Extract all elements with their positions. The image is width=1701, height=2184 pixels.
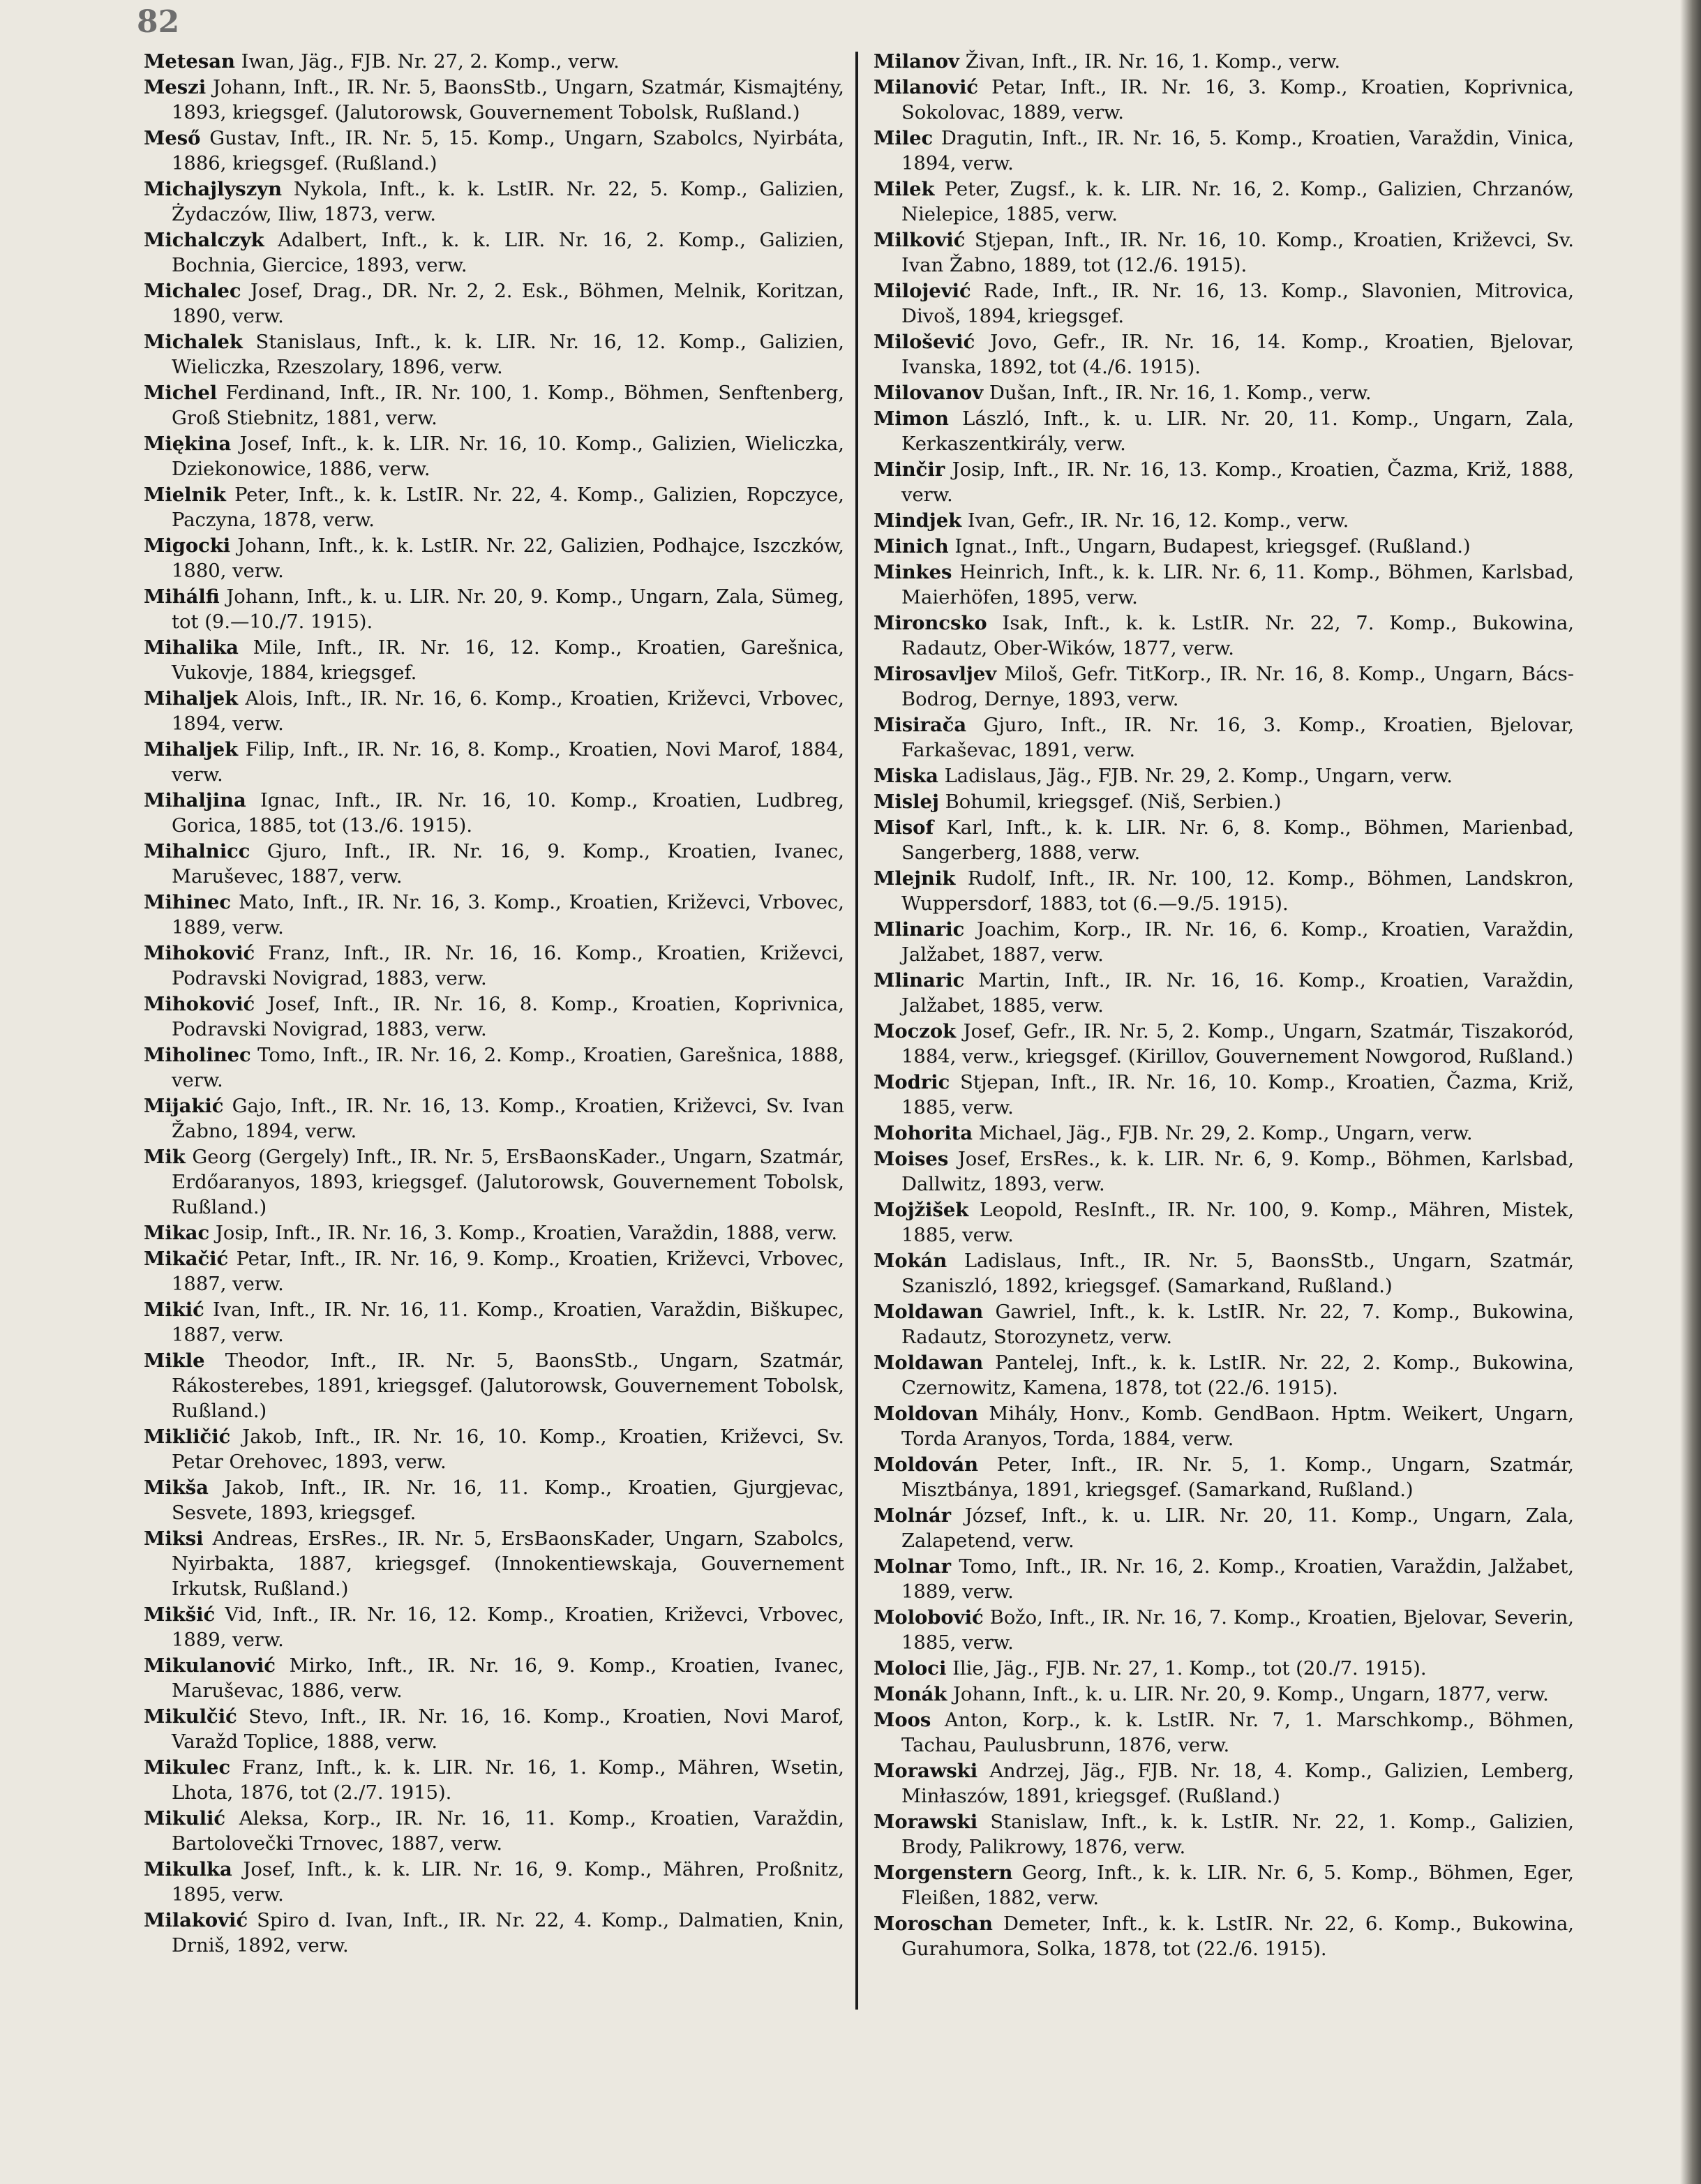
entry-details: Josef, Gefr., IR. Nr. 5, 2. Komp., Ungarn, Szatmár, Tiszakoród, 1884, verw., kriegsgef. (Kirillov, Gouvernement Nowgorod, Rußland.) [901, 1021, 1574, 1068]
entry-surname: Mikulanović [144, 1654, 276, 1677]
entry-surname: Mislej [874, 791, 939, 813]
entry-details: Johann, Inft., k. k. LstIR. Nr. 22, Galizien, Podhajce, Iszczków, 1880, verw. [172, 535, 844, 582]
entry-surname: Mikac [144, 1222, 210, 1244]
entry-surname: Milec [874, 127, 934, 149]
entry-details: Adalbert, Inft., k. k. LIR. Nr. 16, 2. Komp., Galizien, Bochnia, Giercice, 1893, verw. [172, 230, 844, 276]
entry-surname: Moloci [874, 1657, 947, 1680]
entry-details: Mato, Inft., IR. Nr. 16, 3. Komp., Kroatien, Križevci, Vrbovec, 1889, verw. [172, 892, 844, 938]
casualty-entry [874, 406, 1574, 457]
entry-surname: Mohorita [874, 1122, 973, 1144]
casualty-entry [144, 1704, 844, 1755]
entry-details: Stanislaw, Inft., k. k. LstIR. Nr. 22, 1. Komp., Galizien, Brody, Palikrowy, 1876, verw. [901, 1811, 1574, 1858]
casualty-entry [874, 1019, 1574, 1070]
entry-details: Mirko, Inft., IR. Nr. 16, 9. Komp., Kroatien, Ivanec, Maruševac, 1886, verw. [172, 1655, 844, 1702]
entry-details: Joachim, Korp., IR. Nr. 16, 6. Komp., Kroatien, Varaždin, Jalžabet, 1887, verw. [901, 919, 1574, 966]
entry-surname: Meszi [144, 76, 207, 98]
casualty-entry [144, 1042, 844, 1093]
entry-surname: Mihalika [144, 636, 239, 659]
entry-details: Peter, Inft., IR. Nr. 5, 1. Komp., Ungarn, Szatmár, Misztbánya, 1891, kriegsgef. (Samarkand, Rußland.) [901, 1454, 1574, 1501]
entry-surname: Molobović [874, 1606, 984, 1629]
entry-details: Ivan, Inft., IR. Nr. 16, 11. Komp., Kroatien, Varaždin, Biškupec, 1887, verw. [172, 1299, 844, 1346]
entry-details: Josip, Inft., IR. Nr. 16, 13. Komp., Kroatien, Čazma, Križ, 1888, verw. [901, 459, 1574, 506]
entry-details: Živan, Inft., IR. Nr. 16, 1. Komp., verw. [965, 51, 1341, 73]
entry-surname: Mikšić [144, 1603, 216, 1626]
casualty-entry [144, 177, 844, 227]
casualty-entry [874, 534, 1574, 560]
entry-surname: Mihaljek [144, 687, 239, 710]
casualty-entry [144, 1653, 844, 1704]
entry-surname: Moldovan [874, 1403, 978, 1425]
entry-surname: Milanović [874, 76, 979, 98]
entry-details: Bohumil, kriegsgef. (Niš, Serbien.) [945, 791, 1282, 813]
entry-details: József, Inft., k. u. LIR. Nr. 20, 11. Komp., Ungarn, Zala, Zalapetend, verw. [901, 1505, 1574, 1552]
entry-details: Aleksa, Korp., IR. Nr. 16, 11. Komp., Kroatien, Varaždin, Bartolovečki Trnovec, 1887, verw. [172, 1808, 844, 1855]
entry-details: Ilie, Jäg., FJB. Nr. 27, 1. Komp., tot (20./7. 1915). [952, 1658, 1427, 1680]
casualty-entry [144, 329, 844, 380]
entry-details: Ignat., Inft., Ungarn, Budapest, kriegsgef. (Rußland.) [954, 536, 1471, 558]
casualty-entry [874, 126, 1574, 177]
entry-surname: Michalek [144, 331, 243, 353]
entry-surname: Mimon [874, 407, 949, 430]
casualty-entry [144, 788, 844, 839]
entry-surname: Miksi [144, 1527, 204, 1550]
entry-surname: Mijakić [144, 1095, 224, 1117]
casualty-entry [874, 457, 1574, 508]
casualty-entry [874, 1656, 1574, 1682]
entry-surname: Miska [874, 765, 938, 787]
entry-surname: Milković [874, 229, 966, 251]
entry-details: Peter, Inft., k. k. LstIR. Nr. 22, 4. Komp., Galizien, Ropczyce, Paczyna, 1878, verw. [172, 484, 844, 531]
entry-details: Johann, Inft., k. u. LIR. Nr. 20, 9. Komp., Ungarn, 1877, verw. [952, 1684, 1549, 1705]
casualty-entry [874, 1146, 1574, 1197]
right-column [874, 49, 1574, 1962]
casualty-entry [874, 1758, 1574, 1809]
entry-surname: Morawski [874, 1760, 978, 1782]
page-number: 82 [137, 4, 180, 40]
casualty-entry [144, 126, 844, 177]
casualty-entry [874, 380, 1574, 406]
entry-surname: Mihálfi [144, 585, 220, 608]
entry-surname: Mihalnicc [144, 840, 250, 862]
entry-surname: Michel [144, 382, 218, 404]
casualty-entry [874, 177, 1574, 227]
entry-details: Ladislaus, Inft., IR. Nr. 5, BaonsStb., Ungarn, Szatmár, Szaniszló, 1892, kriegsgef. (Samarkand, Rußland.) [901, 1250, 1574, 1297]
entry-surname: Mindjek [874, 509, 962, 532]
casualty-entry [874, 1197, 1574, 1248]
casualty-entry [874, 1121, 1574, 1146]
entry-surname: Moroschan [874, 1913, 993, 1935]
entry-surname: Mironcsko [874, 612, 987, 634]
entry-details: Josef, Inft., k. k. LIR. Nr. 16, 9. Komp., Mähren, Proßnitz, 1895, verw. [172, 1859, 845, 1906]
entry-surname: Mlejnik [874, 867, 956, 890]
casualty-entry [874, 866, 1574, 917]
entry-details: Karl, Inft., k. k. LIR. Nr. 6, 8. Komp., Böhmen, Marienbad, Sangerberg, 1888, verw. [901, 817, 1574, 864]
entry-surname: Michalec [144, 280, 241, 302]
entry-surname: Morawski [874, 1811, 978, 1833]
casualty-entry [874, 1911, 1574, 1962]
casualty-entry [144, 533, 844, 584]
casualty-entry [874, 1503, 1574, 1554]
entry-surname: Monák [874, 1683, 947, 1705]
entry-details: Gjuro, Inft., IR. Nr. 16, 9. Komp., Kroatien, Ivanec, Maruševec, 1887, verw. [172, 841, 845, 888]
entry-surname: Michajlyszyn [144, 178, 283, 200]
casualty-entry [874, 763, 1574, 789]
entry-details: Tomo, Inft., IR. Nr. 16, 2. Komp., Kroatien, Varaždin, Jalžabet, 1889, verw. [901, 1556, 1574, 1603]
casualty-entry [144, 737, 844, 788]
entry-details: Franz, Inft., IR. Nr. 16, 16. Komp., Kroatien, Križevci, Podravski Novigrad, 1883, verw. [172, 943, 844, 989]
casualty-entry [874, 1401, 1574, 1452]
entry-surname: Molnár [874, 1504, 952, 1527]
entry-details: Andrzej, Jäg., FJB. Nr. 18, 4. Komp., Galizien, Lemberg, Minłaszów, 1891, kriegsgef. (Rußland.) [901, 1760, 1574, 1807]
entry-details: Martin, Inft., IR. Nr. 16, 16. Komp., Kroatien, Varaždin, Jalžabet, 1885, verw. [901, 970, 1574, 1017]
entry-details: Josef, Inft., IR. Nr. 16, 8. Komp., Kroatien, Koprivnica, Podravski Novigrad, 1883, verw. [172, 994, 844, 1040]
casualty-entry [874, 611, 1574, 661]
entry-surname: Moos [874, 1709, 931, 1731]
casualty-entry [874, 1605, 1574, 1656]
entry-surname: Milaković [144, 1909, 248, 1931]
entry-surname: Milanov [874, 50, 959, 73]
casualty-entry [874, 1299, 1574, 1350]
entry-surname: Mikša [144, 1476, 209, 1499]
entry-details: Mile, Inft., IR. Nr. 16, 12. Komp., Kroatien, Garešnica, Vukovje, 1884, kriegsgef. [172, 637, 844, 684]
casualty-entry [874, 815, 1574, 866]
casualty-entry [144, 1348, 844, 1424]
entry-details: Anton, Korp., k. k. LstIR. Nr. 7, 1. Marschkomp., Böhmen, Tachau, Paulusbrunn, 1876, verw. [901, 1710, 1574, 1756]
entry-surname: Mikulec [144, 1756, 231, 1779]
entry-surname: Miholinec [144, 1044, 251, 1066]
casualty-entry [874, 278, 1574, 329]
casualty-entry [144, 584, 844, 635]
casualty-entry [874, 329, 1574, 380]
entry-surname: Mihaljina [144, 789, 246, 811]
entry-surname: Moldován [874, 1453, 978, 1476]
entry-details: Pantelej, Inft., k. k. LstIR. Nr. 22, 2. Komp., Bukowina, Czernowitz, Kamena, 1878, tot (22./6. 1915). [901, 1352, 1574, 1399]
casualty-entry [144, 941, 844, 992]
entry-details: Rudolf, Inft., IR. Nr. 100, 12. Komp., Böhmen, Landskron, Wuppersdorf, 1883, tot (6.—9./5. 1915). [901, 868, 1574, 915]
entry-surname: Mikličić [144, 1426, 231, 1448]
casualty-entry [144, 839, 844, 890]
entry-details: Ignac, Inft., IR. Nr. 16, 10. Komp., Kroatien, Ludbreg, Gorica, 1885, tot (13./6. 1915). [172, 790, 844, 837]
entry-surname: Mihaljek [144, 738, 239, 761]
casualty-entry [874, 75, 1574, 126]
entry-surname: Moldawan [874, 1352, 984, 1374]
casualty-entry [874, 508, 1574, 534]
entry-details: Ivan, Gefr., IR. Nr. 16, 12. Komp., verw. [967, 510, 1349, 532]
entry-surname: Mihoković [144, 993, 255, 1015]
casualty-entry [144, 278, 844, 329]
casualty-entry [874, 789, 1574, 815]
entry-details: Gajo, Inft., IR. Nr. 16, 13. Komp., Kroatien, Križevci, Sv. Ivan Žabno, 1894, verw. [172, 1095, 844, 1142]
casualty-entry [144, 992, 844, 1042]
casualty-entry [874, 560, 1574, 611]
column-divider [855, 52, 858, 2010]
entry-details: Josef, Drag., DR. Nr. 2, 2. Esk., Böhmen, Melnik, Koritzan, 1890, verw. [172, 281, 844, 327]
casualty-entry [144, 1526, 844, 1602]
entry-surname: Mikić [144, 1299, 204, 1321]
casualty-entry [874, 1248, 1574, 1299]
entry-surname: Moczok [874, 1020, 957, 1042]
entry-details: Stjepan, Inft., IR. Nr. 16, 10. Komp., Kroatien, Križevci, Sv. Ivan Žabno, 1889, tot (12./6. 1915). [901, 230, 1574, 276]
entry-surname: Milojević [874, 280, 971, 302]
entry-details: Georg (Gergely) Inft., IR. Nr. 5, ErsBaonsKader., Ungarn, Szatmár, Erdőaranyos, 1893, kriegsgef. (Jalutorowsk, Gouvernement Tobolsk, Rußland.) [172, 1146, 844, 1218]
casualty-entry [144, 1755, 844, 1806]
entry-details: Mihály, Honv., Komb. GendBaon. Hptm. Weikert, Ungarn, Torda Aranyos, Torda, 1884, verw. [901, 1403, 1574, 1450]
entry-surname: Mlinaric [874, 969, 965, 992]
entry-details: Andreas, ErsRes., IR. Nr. 5, ErsBaonsKader, Ungarn, Szabolcs, Nyirbakta, 1887, kriegsgef. (Innokentiewskaja, Gouvernement Irkutsk, Rußland.) [172, 1528, 844, 1600]
entry-surname: Miękina [144, 433, 232, 455]
casualty-entry [144, 1857, 844, 1908]
entry-details: Gawriel, Inft., k. k. LstIR. Nr. 22, 7. Komp., Bukowina, Radautz, Storozynetz, verw. [901, 1301, 1574, 1348]
casualty-entry [144, 1093, 844, 1144]
entry-surname: Milovanov [874, 382, 984, 404]
entry-details: Alois, Inft., IR. Nr. 16, 6. Komp., Kroatien, Križevci, Vrbovec, 1894, verw. [172, 688, 844, 735]
casualty-entry [144, 890, 844, 941]
entry-details: Leopold, ResInft., IR. Nr. 100, 9. Komp., Mähren, Mistek, 1885, verw. [901, 1199, 1574, 1246]
casualty-entry [874, 1682, 1574, 1707]
casualty-entry [144, 1806, 844, 1857]
entry-surname: Mikulić [144, 1807, 226, 1830]
casualty-entry [874, 1809, 1574, 1860]
entry-surname: Misirača [874, 714, 967, 736]
casualty-entry [144, 635, 844, 686]
casualty-entry [144, 227, 844, 278]
entry-details: Nykola, Inft., k. k. LstIR. Nr. 22, 5. Komp., Galizien, Żydaczów, Iliw, 1873, verw. [172, 179, 844, 225]
entry-surname: Misof [874, 816, 934, 839]
casualty-entry [144, 380, 844, 431]
casualty-entry [144, 1220, 844, 1246]
entry-details: Johann, Inft., IR. Nr. 5, BaonsStb., Ungarn, Szatmár, Kismajtény, 1893, kriegsgef. (Jalutorowsk, Gouvernement Tobolsk, Rußland.) [172, 77, 844, 124]
entry-details: Jakob, Inft., IR. Nr. 16, 10. Komp., Kroatien, Križevci, Sv. Petar Orehovec, 1893, verw. [172, 1426, 844, 1473]
entry-surname: Mikulčić [144, 1705, 237, 1728]
entry-surname: Minčir [874, 458, 945, 481]
entry-surname: Minich [874, 535, 949, 558]
entry-details: Josip, Inft., IR. Nr. 16, 3. Komp., Kroatien, Varaždin, 1888, verw. [215, 1222, 838, 1244]
casualty-entry [144, 1297, 844, 1348]
entry-details: Josef, Inft., k. k. LIR. Nr. 16, 10. Komp., Galizien, Wieliczka, Dziekonowice, 1886, verw. [172, 433, 844, 480]
casualty-entry [874, 1554, 1574, 1605]
entry-surname: Modric [874, 1071, 950, 1093]
entry-surname: Milek [874, 178, 935, 200]
entry-details: Božo, Inft., IR. Nr. 16, 7. Komp., Kroatien, Bjelovar, Severin, 1885, verw. [901, 1607, 1574, 1654]
entry-surname: Minkes [874, 561, 952, 583]
entry-details: Franz, Inft., k. k. LIR. Nr. 16, 1. Komp., Mähren, Wsetin, Lhota, 1876, tot (2./7. 1915). [172, 1757, 845, 1804]
casualty-entry [144, 49, 844, 75]
entry-details: Jakob, Inft., IR. Nr. 16, 11. Komp., Kroatien, Gjurgjevac, Sesvete, 1893, kriegsgef. [172, 1477, 844, 1524]
entry-details: Dušan, Inft., IR. Nr. 16, 1. Komp., verw. [989, 382, 1372, 404]
entry-details: Ferdinand, Inft., IR. Nr. 100, 1. Komp., Böhmen, Senftenberg, Groß Stiebnitz, 1881, verw. [172, 382, 844, 429]
entry-details: Stevo, Inft., IR. Nr. 16, 16. Komp., Kroatien, Novi Marof, Varažd Toplice, 1888, verw. [172, 1706, 844, 1753]
entry-surname: Molnar [874, 1555, 952, 1578]
casualty-entry [874, 661, 1574, 712]
entry-surname: Mielnik [144, 484, 226, 506]
entry-surname: Mikulka [144, 1858, 232, 1880]
casualty-entry [144, 1246, 844, 1297]
casualty-entry [874, 917, 1574, 968]
entry-details: Isak, Inft., k. k. LstIR. Nr. 22, 7. Komp., Bukowina, Radautz, Ober-Wików, 1877, verw. [901, 613, 1574, 659]
casualty-entry [144, 431, 844, 482]
casualty-entry [144, 482, 844, 533]
entry-details: Demeter, Inft., k. k. LstIR. Nr. 22, 6. Komp., Bukowina, Gurahumora, Solka, 1878, tot (22./6. 1915). [901, 1913, 1574, 1960]
casualty-entry [874, 227, 1574, 278]
entry-details: Peter, Zugsf., k. k. LIR. Nr. 16, 2. Komp., Galizien, Chrzanów, Nielepice, 1885, verw. [901, 179, 1574, 225]
scan-edge-shadow [1680, 0, 1701, 2184]
entry-surname: Migocki [144, 534, 231, 557]
entry-surname: Mik [144, 1146, 186, 1168]
entry-surname: Milošević [874, 331, 975, 353]
entry-surname: Metesan [144, 50, 235, 73]
entry-surname: Mojžišek [874, 1199, 969, 1221]
entry-details: Theodor, Inft., IR. Nr. 5, BaonsStb., Ungarn, Szatmár, Rákosterebes, 1891, kriegsgef. (Jalutorowsk, Gouvernement Tobolsk, Rußland.) [172, 1350, 844, 1422]
casualty-entry [874, 1452, 1574, 1503]
entry-details: Vid, Inft., IR. Nr. 16, 12. Komp., Kroatien, Križevci, Vrbovec, 1889, verw. [172, 1604, 844, 1651]
entry-surname: Moldawan [874, 1301, 984, 1323]
casualty-entry [144, 75, 844, 126]
entry-details: Dragutin, Inft., IR. Nr. 16, 5. Komp., Kroatien, Varaždin, Vinica, 1894, verw. [901, 128, 1574, 174]
entry-details: Johann, Inft., k. u. LIR. Nr. 20, 9. Komp., Ungarn, Zala, Sümeg, tot (9.—10./7. 1915). [172, 586, 844, 633]
entry-details: Petar, Inft., IR. Nr. 16, 9. Komp., Kroatien, Križevci, Vrbovec, 1887, verw. [172, 1248, 844, 1295]
entry-details: Heinrich, Inft., k. k. LIR. Nr. 6, 11. Komp., Böhmen, Karlsbad, Maierhöfen, 1895, verw. [901, 562, 1574, 608]
casualty-entry [144, 1475, 844, 1526]
entry-details: László, Inft., k. u. LIR. Nr. 20, 11. Komp., Ungarn, Zala, Kerkaszentkirály, verw. [901, 408, 1574, 455]
entry-surname: Mihoković [144, 942, 255, 964]
casualty-entry [874, 1860, 1574, 1911]
entry-details: Georg, Inft., k. k. LIR. Nr. 6, 5. Komp., Böhmen, Eger, Fleißen, 1882, verw. [901, 1862, 1574, 1909]
entry-details: Josef, ErsRes., k. k. LIR. Nr. 6, 9. Komp., Böhmen, Karlsbad, Dallwitz, 1893, verw. [901, 1149, 1574, 1195]
entry-details: Miloš, Gefr. TitKorp., IR. Nr. 16, 8. Komp., Ungarn, Bács-Bodrog, Dernye, 1893, verw. [901, 664, 1574, 710]
casualty-entry [144, 1144, 844, 1220]
entry-details: Michael, Jäg., FJB. Nr. 29, 2. Komp., Ungarn, verw. [978, 1123, 1473, 1144]
entry-details: Gustav, Inft., IR. Nr. 5, 15. Komp., Ungarn, Szabolcs, Nyirbáta, 1886, kriegsgef. (Rußland.) [172, 128, 844, 174]
entry-details: Petar, Inft., IR. Nr. 16, 3. Komp., Kroatien, Koprivnica, Sokolovac, 1889, verw. [901, 77, 1574, 124]
entry-details: Iwan, Jäg., FJB. Nr. 27, 2. Komp., verw. [241, 51, 620, 73]
entry-details: Rade, Inft., IR. Nr. 16, 13. Komp., Slavonien, Mitrovica, Divoš, 1894, kriegsgef. [901, 281, 1574, 327]
casualty-entry [874, 1707, 1574, 1758]
entry-surname: Michalczyk [144, 229, 264, 251]
entry-details: Stjepan, Inft., IR. Nr. 16, 10. Komp., Kroatien, Čazma, Križ, 1885, verw. [901, 1072, 1574, 1119]
entry-details: Jovo, Gefr., IR. Nr. 16, 14. Komp., Kroatien, Bjelovar, Ivanska, 1892, tot (4./6. 1915). [901, 331, 1574, 378]
entry-surname: Mirosavljev [874, 663, 997, 685]
entry-surname: Meső [144, 127, 201, 149]
casualty-entry [144, 1908, 844, 1959]
entry-surname: Mikle [144, 1349, 205, 1372]
casualty-entry [874, 968, 1574, 1019]
casualty-entry [144, 1424, 844, 1475]
casualty-entry [144, 1602, 844, 1653]
entry-surname: Morgenstern [874, 1862, 1013, 1884]
casualty-entry [144, 686, 844, 737]
entry-details: Ladislaus, Jäg., FJB. Nr. 29, 2. Komp., Ungarn, verw. [944, 765, 1453, 787]
entry-surname: Mlinaric [874, 918, 965, 941]
entry-details: Tomo, Inft., IR. Nr. 16, 2. Komp., Kroatien, Garešnica, 1888, verw. [172, 1045, 844, 1091]
entry-surname: Mokán [874, 1250, 947, 1272]
left-column [144, 49, 844, 1959]
casualty-entry [874, 1350, 1574, 1401]
entry-surname: Mikačić [144, 1248, 229, 1270]
entry-surname: Mihinec [144, 891, 232, 913]
entry-details: Gjuro, Inft., IR. Nr. 16, 3. Komp., Kroatien, Bjelovar, Farkaševac, 1891, verw. [901, 715, 1575, 761]
entry-details: Spiro d. Ivan, Inft., IR. Nr. 22, 4. Komp., Dalmatien, Knin, Drniš, 1892, verw. [172, 1910, 844, 1957]
casualty-entry [874, 712, 1574, 763]
entry-details: Filip, Inft., IR. Nr. 16, 8. Komp., Kroatien, Novi Marof, 1884, verw. [172, 739, 844, 786]
casualty-entry [874, 49, 1574, 75]
entry-details: Stanislaus, Inft., k. k. LIR. Nr. 16, 12. Komp., Galizien, Wieliczka, Rzeszolary, 1896, verw. [172, 331, 844, 378]
entry-surname: Moises [874, 1148, 949, 1170]
casualty-entry [874, 1070, 1574, 1121]
